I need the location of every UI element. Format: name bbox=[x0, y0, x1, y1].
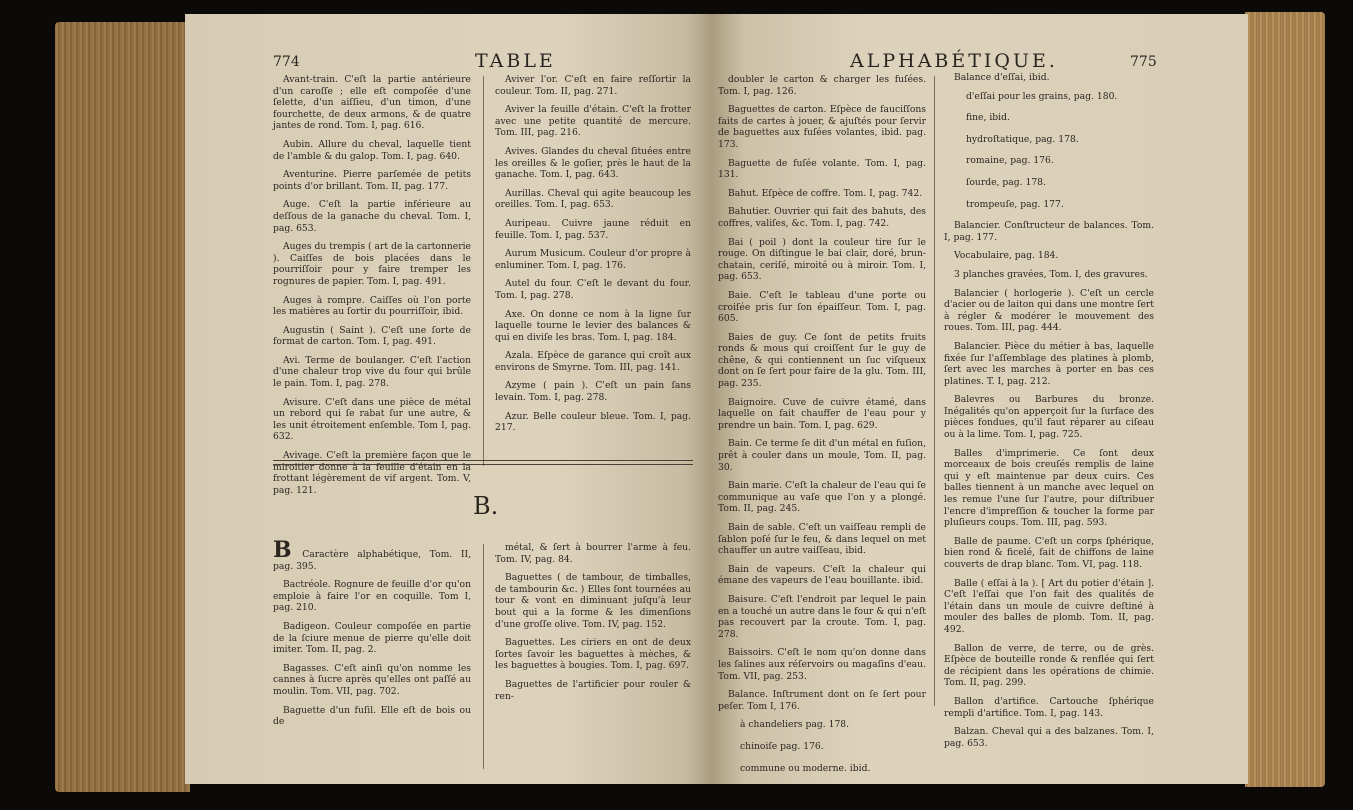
index-entry: trompeuſe, pag. 177. bbox=[966, 198, 1064, 210]
index-entry: Avant-train. C'eſt la partie antérieure d'un caroſſe ; elle eſt compoſée d'une ſelette, d'un aiſſieu, d'un timon, d'une fourchette, de deux armons, & de quatre jantes de rond. Tom. I, pag. 616. bbox=[273, 74, 471, 132]
index-entry: métal, & ſert à bourrer l'arme à feu. Tom. IV, pag. 84. bbox=[495, 542, 691, 565]
index-entry: Badigeon. Couleur compoſée en partie de la ſciure menue de pierre qu'elle doit imiter. Tom. II, pag. 2. bbox=[273, 620, 471, 656]
index-entry: hydroſtatique, pag. 178. bbox=[966, 133, 1079, 145]
right-column-rule bbox=[934, 76, 935, 706]
index-entry: commune ou moderne. ibid. bbox=[740, 762, 871, 774]
index-entry: à chandeliers pag. 178. bbox=[740, 719, 850, 731]
index-entry: Balles d'imprimerie. Ce ſont deux morceaux de bois creuſés remplis de laine qui y eſt maintenue par deux cuirs. Ces balles tiennent à un manche avec lequel on les remue l'une ſur l'autre, pour diſtribuer l'encre d'impreſſion & toucher la forme par pluſieurs coups. Tom. III, pag. 593. bbox=[944, 447, 1154, 529]
index-entry: Bahut. Eſpèce de coffre. Tom. I, pag. 742. bbox=[728, 187, 923, 199]
left-column-4 bbox=[495, 542, 691, 709]
left-column-1 bbox=[273, 74, 471, 503]
index-entry: fine, ibid. bbox=[966, 112, 1010, 124]
index-entry: Aubin. Allure du cheval, laquelle tient de l'amble & du galop. Tom. I, pag. 640. bbox=[273, 138, 471, 162]
index-entry: Bactréole. Rognure de feuille d'or qu'on emploie à faire l'or en coquille. Tom I, pag. 210. bbox=[273, 579, 471, 614]
index-entry: Ballon de verre, de terre, ou de grès. Eſpèce de bouteille ronde & renflée qui ſert de récipient dans les opérations de chimie. Tom. II, pag. 299. bbox=[944, 642, 1154, 689]
index-entry: Azala. Eſpèce de garance qui croît aux environs de Smyrne. Tom. III, pag. 141. bbox=[495, 350, 691, 373]
index-entry: Bain marie. C'eſt la chaleur de l'eau qui ſe communique au vaſe que l'on y a plongé. Tom. II, pag. 245. bbox=[718, 480, 926, 515]
index-entry: Balancier. Pièce du métier à bas, laquelle fixée ſur l'aſſemblage des platines à plomb, ſert avec les marches à porter en bas ces platines. T. I, pag. 212. bbox=[944, 340, 1154, 387]
index-entry: B Caractère alphabétique, Tom. II, pag. 395. bbox=[273, 537, 471, 572]
index-entry: Balevres ou Barbures du bronze. Inégalités qu'on apperçoit ſur la ſurface des pièces fondues, qu'il faut réparer au ciſeau ou à la lime. Tom. I, pag. 725. bbox=[944, 394, 1154, 441]
right-page-number: 775 bbox=[1130, 54, 1157, 70]
index-entry: Avi. Terme de boulanger. C'eſt l'action d'une chaleur trop vive du four qui brûle le pain. Tom. I, pag. 278. bbox=[273, 354, 471, 390]
index-entry: Bain. Ce terme ſe dit d'un métal en fuſion, prêt à couler dans un moule, Tom. II, pag. 30. bbox=[718, 438, 926, 473]
section-letter: B. bbox=[473, 492, 499, 520]
left-column-2 bbox=[495, 74, 691, 441]
left-column-3 bbox=[273, 537, 471, 735]
index-entry: Baisure. C'eſt l'endroit par lequel le pain en a touché un autre dans le four & qui n'eſt pas recouvert par la croute. Tom. I, pag. 278. bbox=[718, 593, 926, 640]
index-entry: Baies de guy. Ce ſont de petits fruits ronds & mous qui croiſſent ſur le guy de chêne, & qui contiennent un ſuc viſqueux dont on ſe ſert pour faire de la glu. Tom. III, pag. 235. bbox=[718, 331, 926, 390]
index-entry: d'eſſai pour les grains, pag. 180. bbox=[966, 90, 1118, 102]
index-entry: Auripeau. Cuivre jaune réduit en feuille. Tom. I, pag. 537. bbox=[495, 217, 691, 241]
index-entry: Augustin ( Saint ). C'eſt une ſorte de format de carton. Tom. I, pag. 491. bbox=[273, 324, 471, 348]
index-entry: Avives. Glandes du cheval ſituées entre les oreilles & le goſier, près le haut de la ganache. Tom. I, pag. 643. bbox=[495, 145, 691, 181]
right-page bbox=[712, 14, 1248, 784]
section-rule-1 bbox=[273, 460, 693, 461]
index-entry: Aventurine. Pierre parſemée de petits points d'or brillant. Tom. II, pag. 177. bbox=[273, 169, 471, 192]
index-entry: Vocabulaire, pag. 184. bbox=[954, 250, 1059, 262]
index-entry: Avisure. C'eſt dans une pièce de métal un rebord qui ſe rabat ſur une autre, & les unit étroitement enſemble. Tom I, pag. 632. bbox=[273, 396, 471, 443]
index-entry: Baguette d'un fuſil. Elle eſt de bois ou de bbox=[273, 704, 471, 728]
column-rule bbox=[483, 76, 484, 466]
index-entry: 3 planches gravées, Tom. I, des gravures. bbox=[954, 268, 1148, 280]
index-entry: ſourde, pag. 178. bbox=[966, 176, 1046, 188]
index-entry: Auges du trempis ( art de la cartonnerie ). Caiſſes de bois placées dans le pourriſſoir pour y faire tremper les rognures de papier. Tom. I, pag. 491. bbox=[273, 241, 471, 287]
index-entry: Balancier. Conſtructeur de balances. Tom. I, pag. 177. bbox=[944, 220, 1154, 243]
index-entry: Bagasses. C'eſt ainſi qu'on nomme les cannes à ſucre après qu'elles ont paſſé au moulin. Tom. VII, pag. 702. bbox=[273, 662, 471, 697]
index-entry: Auges à rompre. Caiſſes où l'on porte les matières au ſortir du pourriſſoir, ibid. bbox=[273, 294, 471, 318]
right-page-edges bbox=[1245, 12, 1325, 787]
index-entry: Baissoirs. C'eſt le nom qu'on donne dans les ſalines aux réſervoirs ou magaſins d'eau. Tom. VII, pag. 253. bbox=[718, 647, 926, 682]
index-entry: Balance d'eſſai, ibid. bbox=[954, 72, 1050, 83]
index-entry: Azur. Belle couleur bleue. Tom. I, pag. 217. bbox=[495, 410, 691, 434]
index-entry: Azyme ( pain ). C'eſt un pain ſans levain. Tom. I, pag. 278. bbox=[495, 380, 691, 404]
index-entry: romaine, pag. 176. bbox=[966, 155, 1054, 167]
index-entry: Balle ( eſſai à la ). [ Art du potier d'étain ]. C'eſt l'eſſai que l'on fait des qualités de l'étain dans un moule de cuivre deſtiné à mouler des balles de plomb. Tom. II, pag. 492. bbox=[944, 577, 1154, 635]
right-running-header: ALPHABÉTIQUE. bbox=[850, 50, 1058, 72]
index-entry: Aurum Musicum. Couleur d'or propre à enluminer. Tom. I, pag. 176. bbox=[495, 248, 691, 271]
left-page-number: 774 bbox=[273, 54, 300, 70]
index-entry: Axe. On donne ce nom à la ligne ſur laquelle tourne le levier des balances & qui en diviſe les bras. Tom. I, pag. 184. bbox=[495, 308, 691, 343]
right-column-1 bbox=[718, 74, 926, 784]
index-entry: doubler le carton & charger les fuſées. Tom. I, pag. 126. bbox=[718, 74, 926, 97]
index-entry: Aviver la feuille d'étain. C'eſt la frotter avec une petite quantité de mercure. Tom. III, pag. 216. bbox=[495, 104, 691, 139]
index-entry: Balance. Inſtrument dont on ſe ſert pour peſer. Tom I, 176. bbox=[718, 689, 926, 712]
index-entry: Bain de vapeurs. C'eſt la chaleur qui émane des vapeurs de l'eau bouillante. ibid. bbox=[718, 563, 926, 587]
index-entry: chinoiſe pag. 176. bbox=[740, 740, 824, 752]
index-entry: Baguettes de carton. Eſpèce de fauciſſons faits de cartes à jouer, & ajuſtés pour ſervir de baguettes aux fuſées volantes, ibid. pag. 173. bbox=[718, 104, 926, 150]
index-entry: Baguettes. Les ciriers en ont de deux ſortes ſavoir les baguettes à mèches, & les baguettes à bougies. Tom. I, pag. 697. bbox=[495, 637, 691, 672]
index-entry: Baguettes ( de tambour, de timballes, de tambourin &c. ) Elles ſont tournées au tour & vont en diminuant juſqu'à leur bout qui a la forme & les dimenſions d'une groſſe olive. Tom. IV, pag. 152. bbox=[495, 572, 691, 630]
index-entry: Auge. C'eſt la partie inférieure au deſſous de la ganache du cheval. Tom. I, pag. 653. bbox=[273, 199, 471, 234]
index-entry: Avivage. C'eſt la première façon que le miroitier donne à la feuille d'étain en la frottant légèrement de vif argent. Tom. V, pag. 121. bbox=[273, 450, 471, 496]
index-entry: Balancier ( horlogerie ). C'eſt un cercle d'acier ou de laiton qui dans une montre ſert à régler & modérer le mouvement des roues. Tom. III, pag. 444. bbox=[944, 287, 1154, 334]
index-entry: Aviver l'or. C'eſt en faire reſſortir la couleur. Tom. II, pag. 271. bbox=[495, 74, 691, 97]
index-entry: Baguettes de l'artificier pour rouler & ren- bbox=[495, 678, 691, 702]
index-entry: Bain de sable. C'eſt un vaiſſeau rempli de ſablon poſé ſur le feu, & dans lequel on met chauffer un autre vaiſſeau, ibid. bbox=[718, 522, 926, 557]
index-entry: Aurillas. Cheval qui agite beaucoup les oreilles. Tom. I, pag. 653. bbox=[495, 187, 691, 211]
index-entry: Baie. C'eſt le tableau d'une porte ou croiſée pris ſur ſon épaiſſeur. Tom. I, pag. 605. bbox=[718, 289, 926, 325]
index-entry: Autel du four. C'eſt le devant du four. Tom. I, pag. 278. bbox=[495, 278, 691, 301]
right-column-2 bbox=[944, 72, 1154, 756]
index-entry: Baguette de fuſée volante. Tom. I, pag. 131. bbox=[718, 157, 926, 181]
index-entry: Bai ( poil ) dont la couleur tire ſur le rouge. On diſtingue le bai clair, doré, brun-chatain, ceriſé, miroité ou à miroir. Tom. I, pag. 653. bbox=[718, 236, 926, 283]
left-page-edges bbox=[55, 22, 190, 792]
index-entry: Balle de paume. C'eſt un corps ſphérique, bien rond & ficelé, fait de chiffons de laine couverts de drap blanc. Tom. VI, pag. 118. bbox=[944, 535, 1154, 570]
left-running-header: TABLE bbox=[475, 50, 556, 72]
left-page bbox=[185, 14, 712, 784]
index-entry: Baignoire. Cuve de cuivre étamé, dans laquelle on fait chauffer de l'eau pour y prendre un bain. Tom. I, pag. 629. bbox=[718, 396, 926, 431]
column-rule-lower bbox=[483, 544, 484, 769]
index-entry: Ballon d'artifice. Cartouche ſphérique rempli d'artifice. Tom. I, pag. 143. bbox=[944, 695, 1154, 719]
index-entry: Bahutier. Ouvrier qui fait des bahuts, des coffres, valiſes, &c. Tom. I, pag. 742. bbox=[718, 206, 926, 229]
section-rule-2 bbox=[273, 464, 693, 465]
index-entry: Balzan. Cheval qui a des balzanes. Tom. I, pag. 653. bbox=[944, 726, 1154, 749]
